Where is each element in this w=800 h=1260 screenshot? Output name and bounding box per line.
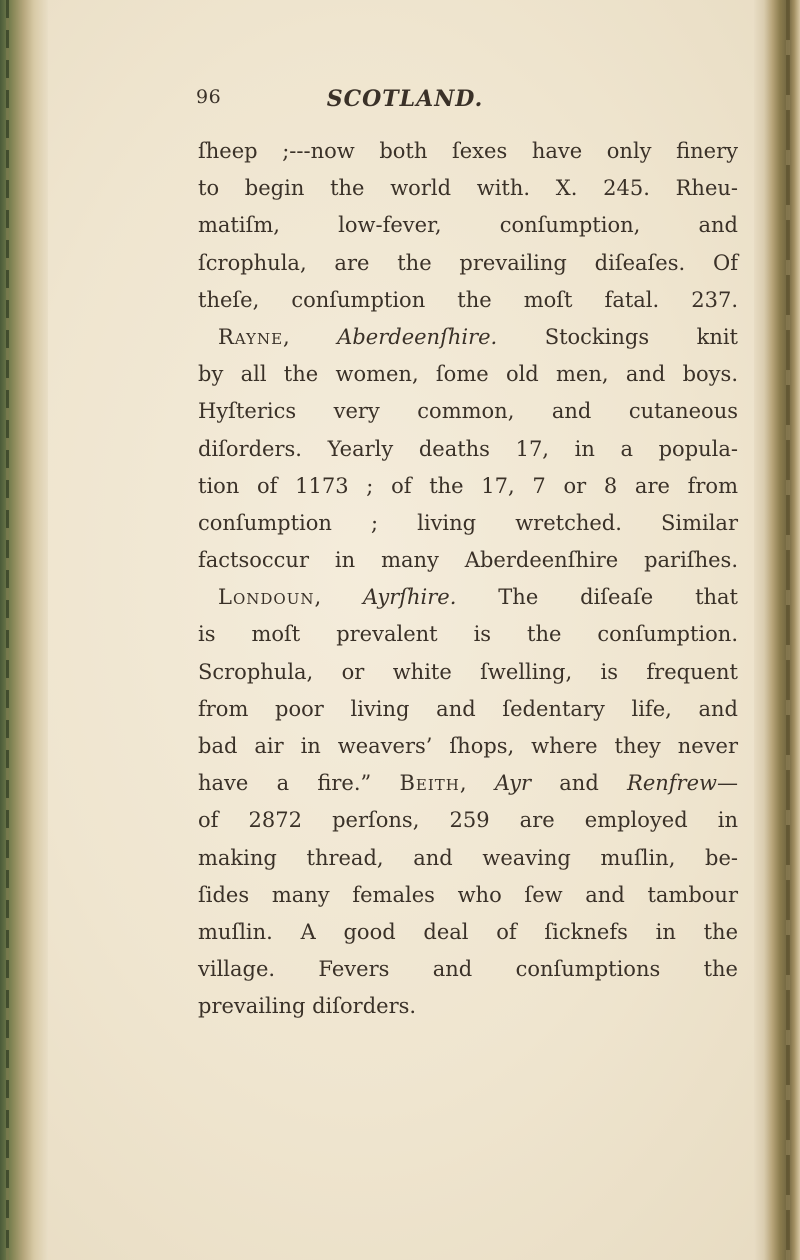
text-segment: from poor living and ſedentary life, and: [198, 696, 738, 721]
text-line: [198, 988, 738, 1025]
text-segment: factsoccur in many Aberdeenſhire pariſhes.: [198, 548, 738, 573]
text-segment: ſcrophula, are the prevailing diſeaſes. Of: [198, 250, 738, 275]
page-edge: [754, 0, 800, 1260]
text-line: [198, 728, 738, 765]
text-segment: ,: [283, 324, 338, 349]
text-line: [198, 654, 738, 691]
text-line: [198, 802, 738, 839]
text-segment: diſorders. Yearly deaths 17, in a popula-: [198, 436, 738, 461]
text-line: [198, 542, 738, 579]
text-line: [198, 468, 738, 505]
text-line: [198, 282, 738, 319]
text-line: [198, 914, 738, 951]
text-segment: Aberdeenſhire.: [337, 324, 498, 349]
text-segment: to begin the world with. X. 245. Rheu-: [198, 176, 738, 201]
text-segment: Hyſterics very common, and cutaneous: [198, 399, 738, 424]
text-line: [198, 245, 738, 282]
text-segment: matiſm, low-fever, conſumption, and: [198, 213, 738, 238]
running-head: [196, 86, 596, 116]
text-segment: village. Fevers and conſumptions the: [198, 957, 738, 982]
text-segment: —: [717, 771, 738, 796]
text-segment: prevailing diſorders.: [198, 994, 417, 1019]
text-line: [198, 207, 738, 244]
text-segment: tion of 1173 ; of the 17, 7 or 8 are from: [198, 473, 738, 498]
text-segment: bad air in weavers’ ſhops, where they never: [198, 734, 738, 758]
text-segment: Londoun: [218, 585, 315, 610]
text-segment: ſheep ;---now both ſexes have only finery: [198, 139, 738, 163]
text-segment: Scrophula, or white ſwelling, is frequent: [198, 659, 738, 684]
text-line: [198, 133, 738, 170]
text-segment: ſides many females who ſew and tambour: [198, 882, 738, 907]
text-segment: muſlin. A good deal of ſicknefs in the: [198, 919, 738, 944]
text-line: [198, 840, 738, 877]
text-line: [198, 951, 738, 988]
text-segment: is moſt prevalent is the conſumption.: [198, 622, 738, 647]
text-segment: The diſeaſe that: [456, 585, 738, 610]
text-segment: of 2872 perſons, 259 are employed in: [198, 808, 738, 833]
text-segment: by all the women, ſome old men, and boys.: [198, 362, 738, 387]
text-segment: have a fire.”: [198, 771, 400, 796]
text-segment: conſumption ; living wretched. Similar: [198, 510, 738, 535]
text-segment: ,: [314, 585, 364, 610]
text-line: [198, 691, 738, 728]
text-line: [198, 877, 738, 914]
text-line: [198, 505, 738, 542]
text-segment: Renfrew: [627, 771, 717, 796]
text-line: [198, 393, 738, 430]
text-segment: Rayne: [218, 324, 284, 349]
book-binding-gutter: [0, 0, 48, 1260]
text-line: [198, 579, 738, 616]
text-segment: and: [531, 771, 628, 796]
text-line: [198, 765, 738, 802]
text-segment: theſe, conſumption the moſt fatal. 237.: [198, 287, 738, 312]
text-line: [198, 616, 738, 653]
text-segment: Stockings knit: [497, 324, 738, 349]
text-segment: Ayr: [494, 771, 532, 796]
body-text: [198, 133, 738, 1026]
text-segment: making thread, and weaving muſlin, be-: [198, 845, 738, 870]
text-line: [198, 170, 738, 207]
page-title: SCOTLAND.: [326, 86, 484, 112]
text-line: [198, 319, 738, 356]
page-number: 96: [196, 86, 222, 108]
text-segment: ,: [459, 771, 495, 796]
text-segment: Beith: [399, 771, 460, 796]
text-line: [198, 356, 738, 393]
text-line: [198, 431, 738, 468]
text-segment: Ayrſhire.: [363, 585, 457, 610]
